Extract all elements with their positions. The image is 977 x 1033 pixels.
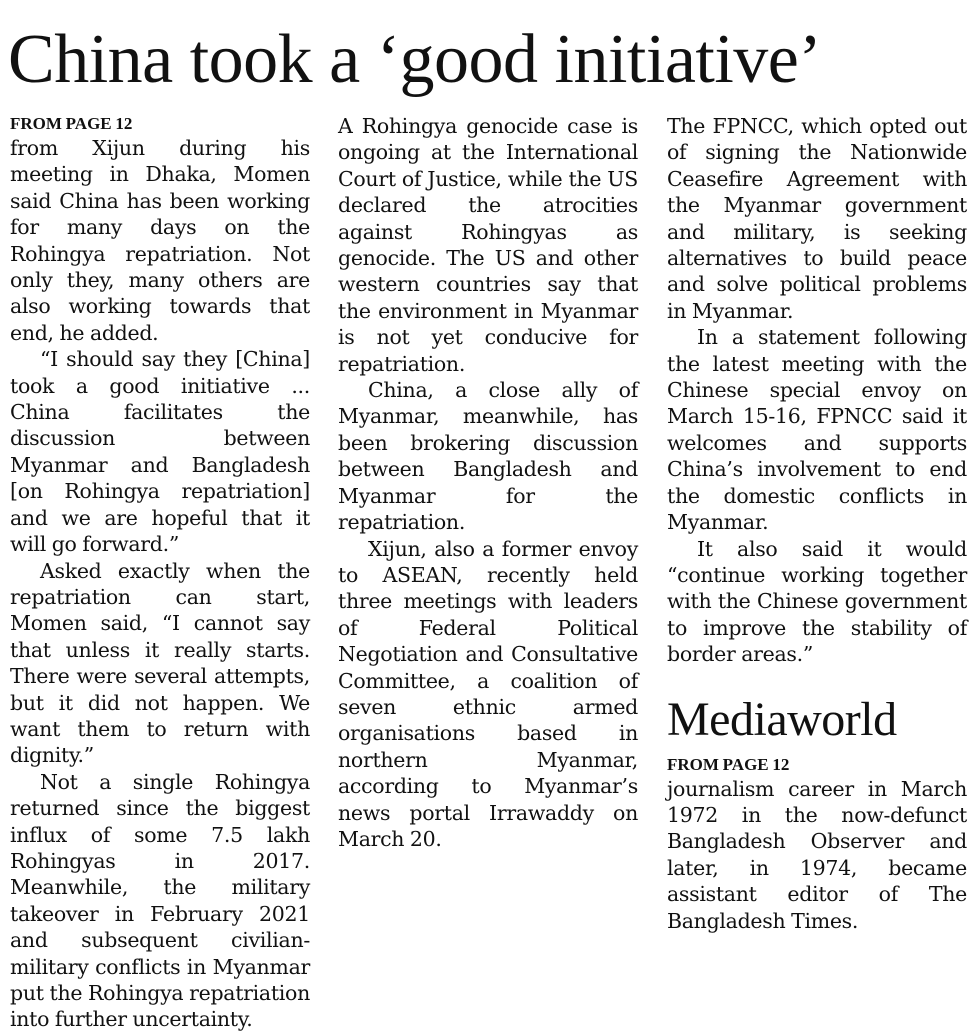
- mediaworld-headline: Mediaworld: [667, 692, 897, 746]
- article-paragraph: It also said it would “continue working together with the Chinese government to improve the stability of border areas.”: [667, 536, 967, 667]
- article-column-1: [10, 113, 310, 1033]
- mediaworld-jump-label: FROM PAGE 12: [667, 754, 790, 774]
- mediaworld-paragraph: journalism career in March 1972 in the now-defunct Bangladesh Observer and later, in 1974, became assistant editor of The Bangladesh Times.: [667, 776, 967, 933]
- article-paragraph: In a statement following the latest meeting with the Chinese special envoy on March 15-16, FPNCC said it welcomes and supports China’s involvement to end the domestic conflicts in Myanmar.: [667, 325, 967, 535]
- jump-label: FROM PAGE 12: [10, 114, 133, 133]
- article-column-3: [667, 113, 967, 934]
- article-column-2: [338, 113, 638, 852]
- article-paragraph: China, a close ally of Myanmar, meanwhile, has been brokering discussion between Bangladesh and Myanmar for the repatriation.: [338, 378, 638, 535]
- article-paragraph: from Xijun during his meeting in Dhaka, Momen said China has been working for many days on the Rohingya repatriation. Not only they, many others are also working towards that end, he added.: [10, 136, 310, 345]
- article-paragraph: Not a single Rohingya returned since the biggest influx of some 7.5 lakh Rohingyas in 2017. Meanwhile, the military takeover in February 2021 and subsequent civilian-military conflicts in Myanmar put the Rohingya repatriation into further uncertainty.: [10, 769, 310, 1032]
- article-paragraph: “I should say they [China] took a good initiative ... China facilitates the discussion between Myanmar and Bangladesh [on Rohingya repatriation] and we are hopeful that it will go forward.”: [10, 347, 310, 557]
- article-paragraph: Xijun, also a former envoy to ASEAN, recently held three meetings with leaders of Federal Political Negotiation and Consultative Committee, a coalition of seven ethnic armed organisations based in northern Myanmar, according to Myanmar’s news portal Irrawaddy on March 20.: [338, 536, 638, 851]
- article-paragraph: A Rohingya genocide case is ongoing at the International Court of Justice, while the US declared the atrocities against Rohingyas as genocide. The US and other western countries say that the environment in Myanmar is not yet conducive for repatriation.: [338, 114, 638, 376]
- article-paragraph: The FPNCC, which opted out of signing the Nationwide Ceasefire Agreement with the Myanmar government and military, is seeking alternatives to build peace and solve political problems in Myanmar.: [667, 114, 967, 323]
- article-headline: China took a ‘good initiative’: [8, 21, 822, 98]
- article-paragraph: Asked exactly when the repatriation can start, Momen said, “I cannot say that unless it really starts. There were several attempts, but it did not happen. We want them to return with dignity.”: [10, 558, 310, 768]
